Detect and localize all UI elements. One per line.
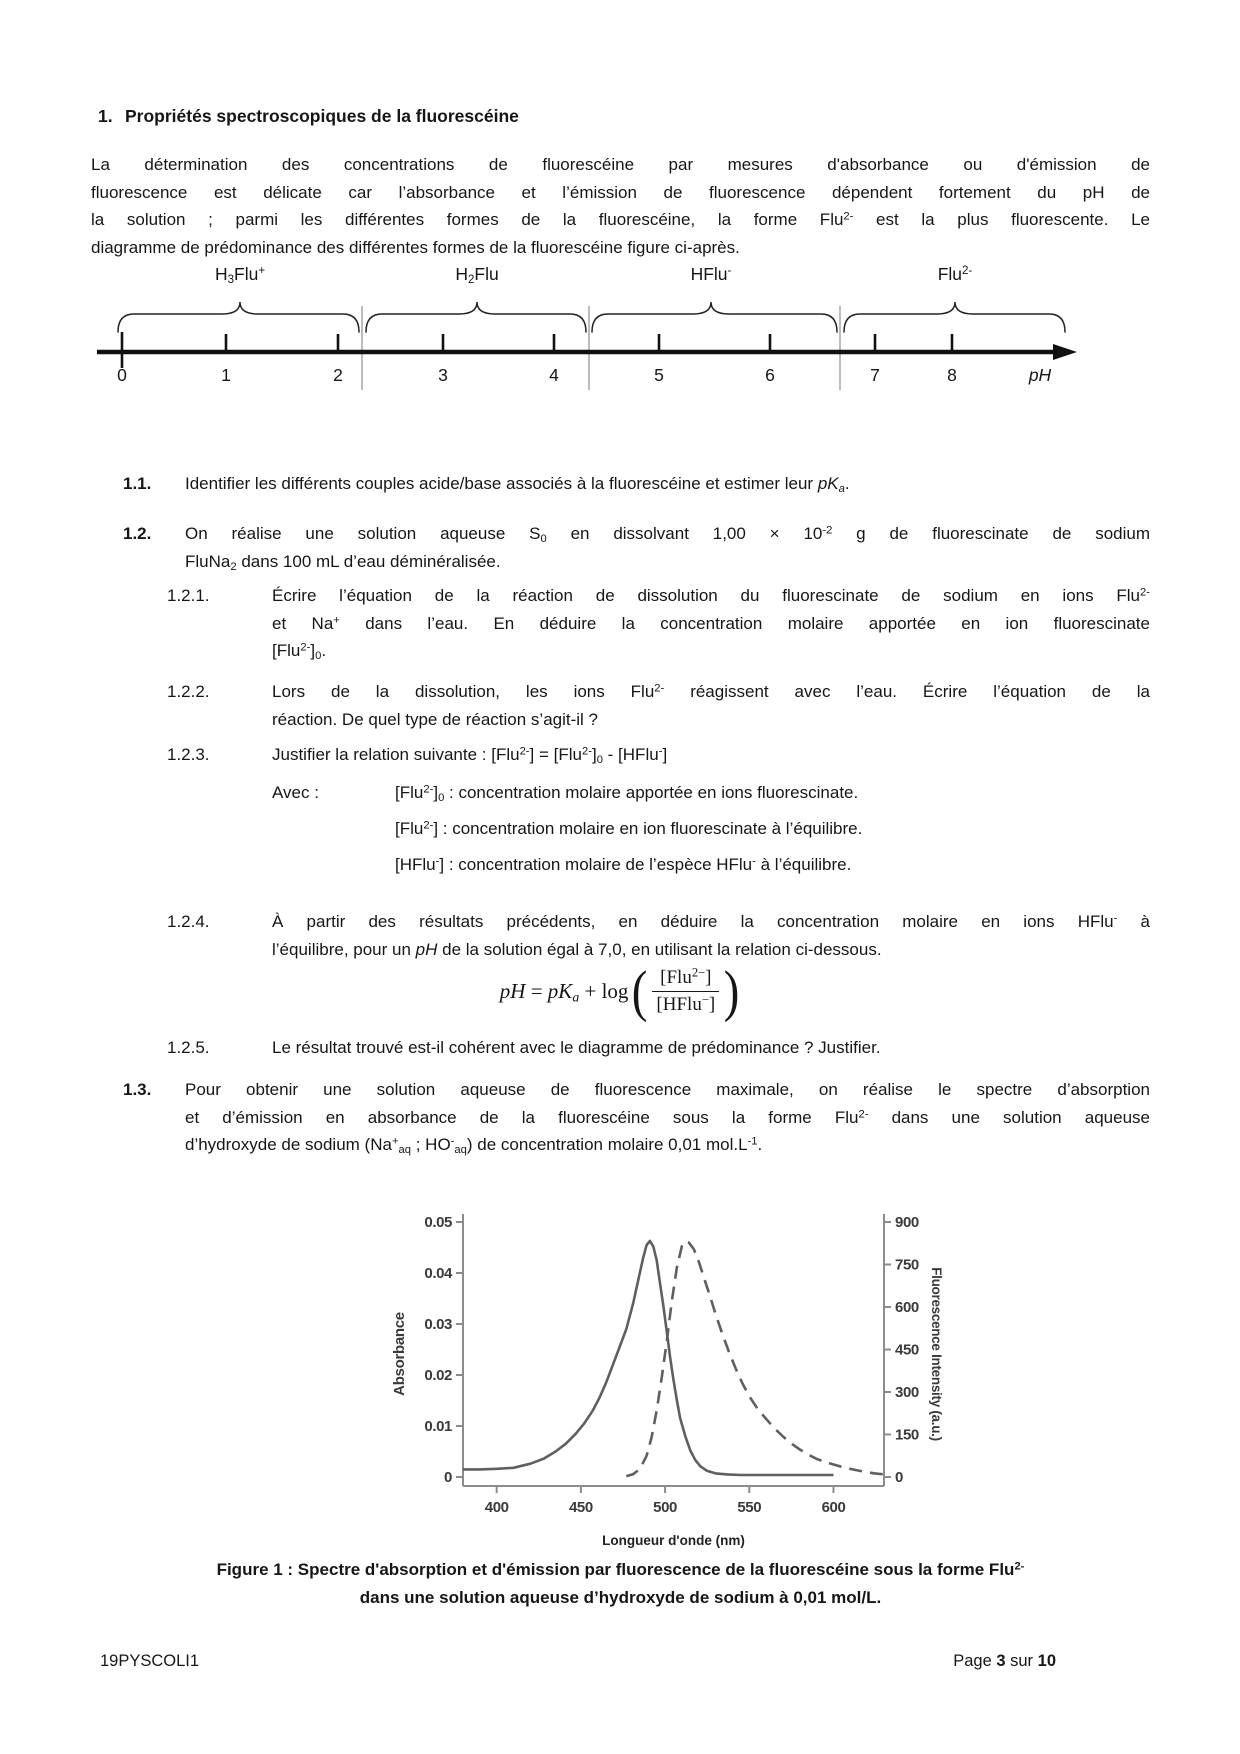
left-axis-tick-label: 0.05: [424, 1214, 452, 1231]
text-line: l’équilibre, pour un pH de la solution égal à 7,0, en utilisant la relation ci-dessous.: [272, 939, 882, 959]
section-number: 1.: [98, 106, 113, 126]
x-axis-title: Longueur d'onde (nm): [602, 1533, 745, 1548]
species-domain-brace: [118, 302, 359, 332]
text-line: À partir des résultats précédents, en déduire la concentration molaire en ions HFlu- à: [272, 912, 1150, 931]
question-number: 1.2.5.: [167, 1038, 210, 1057]
formula-fraction: [649, 967, 722, 1016]
left-axis-tick-label: 0: [444, 1469, 452, 1486]
ph-tick-label: 5: [654, 365, 664, 385]
species-domain-brace: [366, 302, 586, 332]
open-parenthesis: (: [632, 960, 648, 1023]
question-1-2-3: [167, 741, 1150, 769]
text-line: fluorescence est délicate car l’absorbance et l’émission de fluorescence dépendent fortement du pH de: [91, 182, 1150, 202]
ph-tick-label: 3: [438, 365, 448, 385]
text-line: diagramme de prédominance des différentes formes de la fluorescéine figure ci-après.: [91, 237, 740, 257]
right-axis-tick-label: 150: [895, 1426, 919, 1444]
question-1-3: [123, 1076, 1150, 1159]
text-line: Lors de la dissolution, les ions Flu$^{2-}$ réagissent avec l’eau. Écrire l’équation de la: [272, 682, 1150, 701]
footer-document-code: 19PYSCOLI1: [100, 1652, 200, 1670]
species-label: Flu$^{2-}$: [937, 264, 973, 284]
question-number: 1.2.: [123, 524, 152, 543]
text-line: d’hydroxyde de sodium ($Na^+_{aq}$ ; $HO^-_{aq}$) de concentration molaire 0,01 $mol.L^{-1}$.: [185, 1135, 763, 1156]
right-axis-tick-label: 450: [895, 1341, 919, 1359]
x-axis-tick-label: 550: [737, 1499, 762, 1516]
formula-lhs: pH = $pK_a + \log$: [499, 979, 629, 1005]
text-line: Justifier la relation suivante : $[Flu^{2-}] = [Flu^{2-}]_0$ - [HFlu-]: [272, 745, 668, 766]
question-text: [272, 1034, 1150, 1062]
x-axis-tick-label: 600: [821, 1499, 846, 1516]
spectra-chart-svg: [360, 1196, 960, 1556]
question-text: [272, 908, 1150, 963]
fraction-denominator: [HFlu−]: [656, 992, 716, 1016]
x-axis-tick-label: 450: [568, 1499, 593, 1516]
fraction-numerator: [Flu$^{2-}$]: [652, 967, 719, 992]
ph-tick-label: 4: [549, 365, 559, 385]
henderson-hasselbalch-formula: [91, 960, 1150, 1023]
text-line: La détermination des concentrations de fluorescéine par mesures d'absorbance ou d'émission de: [91, 155, 1150, 174]
avec-label: Avec :: [272, 783, 319, 802]
text-line: et Na+ dans l’eau. En déduire la concentration molaire apportée en ion fluorescinate: [272, 613, 1150, 633]
text-line: Identifier les différents couples acide/base associés à la fluorescéine et estimer leur $pK_a$.: [185, 474, 850, 495]
absorption-emission-spectra-chart: [360, 1196, 960, 1556]
left-axis-title: Absorbance: [391, 1312, 408, 1396]
curve-emission: [626, 1241, 884, 1476]
question-number: 1.2.4.: [167, 912, 210, 931]
right-axis-tick-label: 900: [895, 1214, 919, 1231]
species-label: $H_2Flu$: [455, 264, 499, 286]
intro-paragraph: [91, 151, 1150, 261]
text-line: $[Flu^{2-}]_0$.: [272, 641, 327, 662]
section-title: Propriétés spectroscopiques de la fluorescéine: [125, 106, 519, 126]
question-1-2: [123, 520, 1150, 575]
curve-absorption: [463, 1241, 834, 1475]
question-number: 1.2.3.: [167, 745, 210, 764]
species-domain-brace: [844, 302, 1065, 332]
text-line: la solution ; parmi les différentes formes de la fluorescéine, la forme Flu$^{2-}$ est la plus fluorescente. Le: [91, 210, 1150, 229]
text-line: Le résultat trouvé est-il cohérent avec le diagramme de prédominance ? Justifier.: [272, 1038, 881, 1057]
question-text: [272, 678, 1150, 733]
left-axis-tick-label: 0.04: [424, 1265, 452, 1282]
question-text: [185, 470, 1150, 498]
question-text: [185, 1076, 1150, 1159]
text-line: FluNa$_2$ dans 100 mL d’eau déminéralisée.: [185, 551, 501, 573]
ph-tick-label: 7: [870, 365, 880, 385]
right-axis-tick-label: 750: [895, 1256, 919, 1274]
ph-tick-label: 1: [221, 365, 231, 385]
question-number: 1.1.: [123, 474, 152, 493]
question-number: 1.3.: [123, 1080, 152, 1099]
question-1-2-5: [167, 1034, 1150, 1062]
section-heading: [98, 106, 519, 127]
footer-page-number: Page 3 sur 10: [953, 1652, 1056, 1670]
question-number: 1.2.2.: [167, 682, 210, 701]
right-axis-tick-label: 300: [895, 1384, 919, 1401]
ph-axis-title: pH: [1028, 365, 1052, 385]
left-axis-tick-label: 0.02: [424, 1367, 452, 1384]
ph-axis-arrowhead: [1053, 344, 1077, 360]
definition-term: [Flu$^{2-}$] : concentration molaire en ion fluorescinate à l’équilibre.: [395, 819, 863, 838]
x-axis-tick-label: 400: [484, 1499, 509, 1516]
text-line: Écrire l’équation de la réaction de dissolution du fluorescinate de sodium en ions Flu$^{2-}$: [272, 586, 1150, 605]
x-axis-tick-label: 500: [653, 1499, 677, 1516]
question-number: 1.2.1.: [167, 586, 210, 605]
right-axis-tick-label: 0: [895, 1469, 903, 1486]
ph-tick-label: 0: [117, 365, 127, 385]
species-label: $H_3Flu^+$: [214, 264, 266, 286]
ph-tick-label: 8: [947, 365, 957, 385]
question-text: [272, 582, 1150, 665]
question-1-2-1: [167, 582, 1150, 665]
species-domain-brace: [592, 302, 837, 332]
ph-tick-label: 6: [765, 365, 775, 385]
figure-caption-line1: Figure 1 : Spectre d'absorption et d'émission par fluorescence de la fluorescéine sous la forme Flu$^{2-}$: [216, 1560, 1025, 1579]
text-line: Pour obtenir une solution aqueuse de fluorescence maximale, on réalise le spectre d’absorption: [185, 1080, 1150, 1099]
ph-tick-label: 2: [333, 365, 343, 385]
definitions-intro-row: [272, 779, 858, 807]
right-axis-tick-label: 600: [895, 1299, 919, 1316]
ph-predominance-diagram: [85, 262, 1155, 402]
right-axis-title: Fluorescence Intensity (a.u.): [929, 1267, 944, 1441]
text-line: et d’émission en absorbance de la fluorescéine sous la forme Flu$^{2-}$ dans une solution aqueuse: [185, 1107, 1150, 1127]
text-line: On réalise une solution aqueuse $S_0$ en dissolvant $1,00 \times 10^{-2}$ g de fluorescinate de sodium: [185, 524, 1150, 545]
figure-caption-line2: dans une solution aqueuse d’hydroxyde de sodium à 0,01 mol/L.: [359, 1588, 882, 1607]
question-1-2-4: [167, 908, 1150, 963]
left-axis-tick-label: 0.01: [424, 1418, 452, 1435]
definition-term: $[Flu^{2-}]_0$ : concentration molaire apportée en ions fluorescinate.: [395, 783, 859, 804]
text-line: réaction. De quel type de réaction s’agit-il ?: [272, 709, 599, 729]
question-text: [272, 741, 1150, 769]
question-text: [185, 520, 1150, 575]
figure-caption: [91, 1556, 1150, 1612]
question-1-1: [123, 470, 1150, 498]
close-parenthesis: ): [723, 960, 740, 1023]
definition-term: [HFlu-] : concentration molaire de l’espèce HFlu- à l’équilibre.: [395, 855, 852, 874]
question-1-2-2: [167, 678, 1150, 733]
species-label: HFlu-: [690, 264, 732, 284]
left-axis-tick-label: 0.03: [424, 1316, 452, 1333]
